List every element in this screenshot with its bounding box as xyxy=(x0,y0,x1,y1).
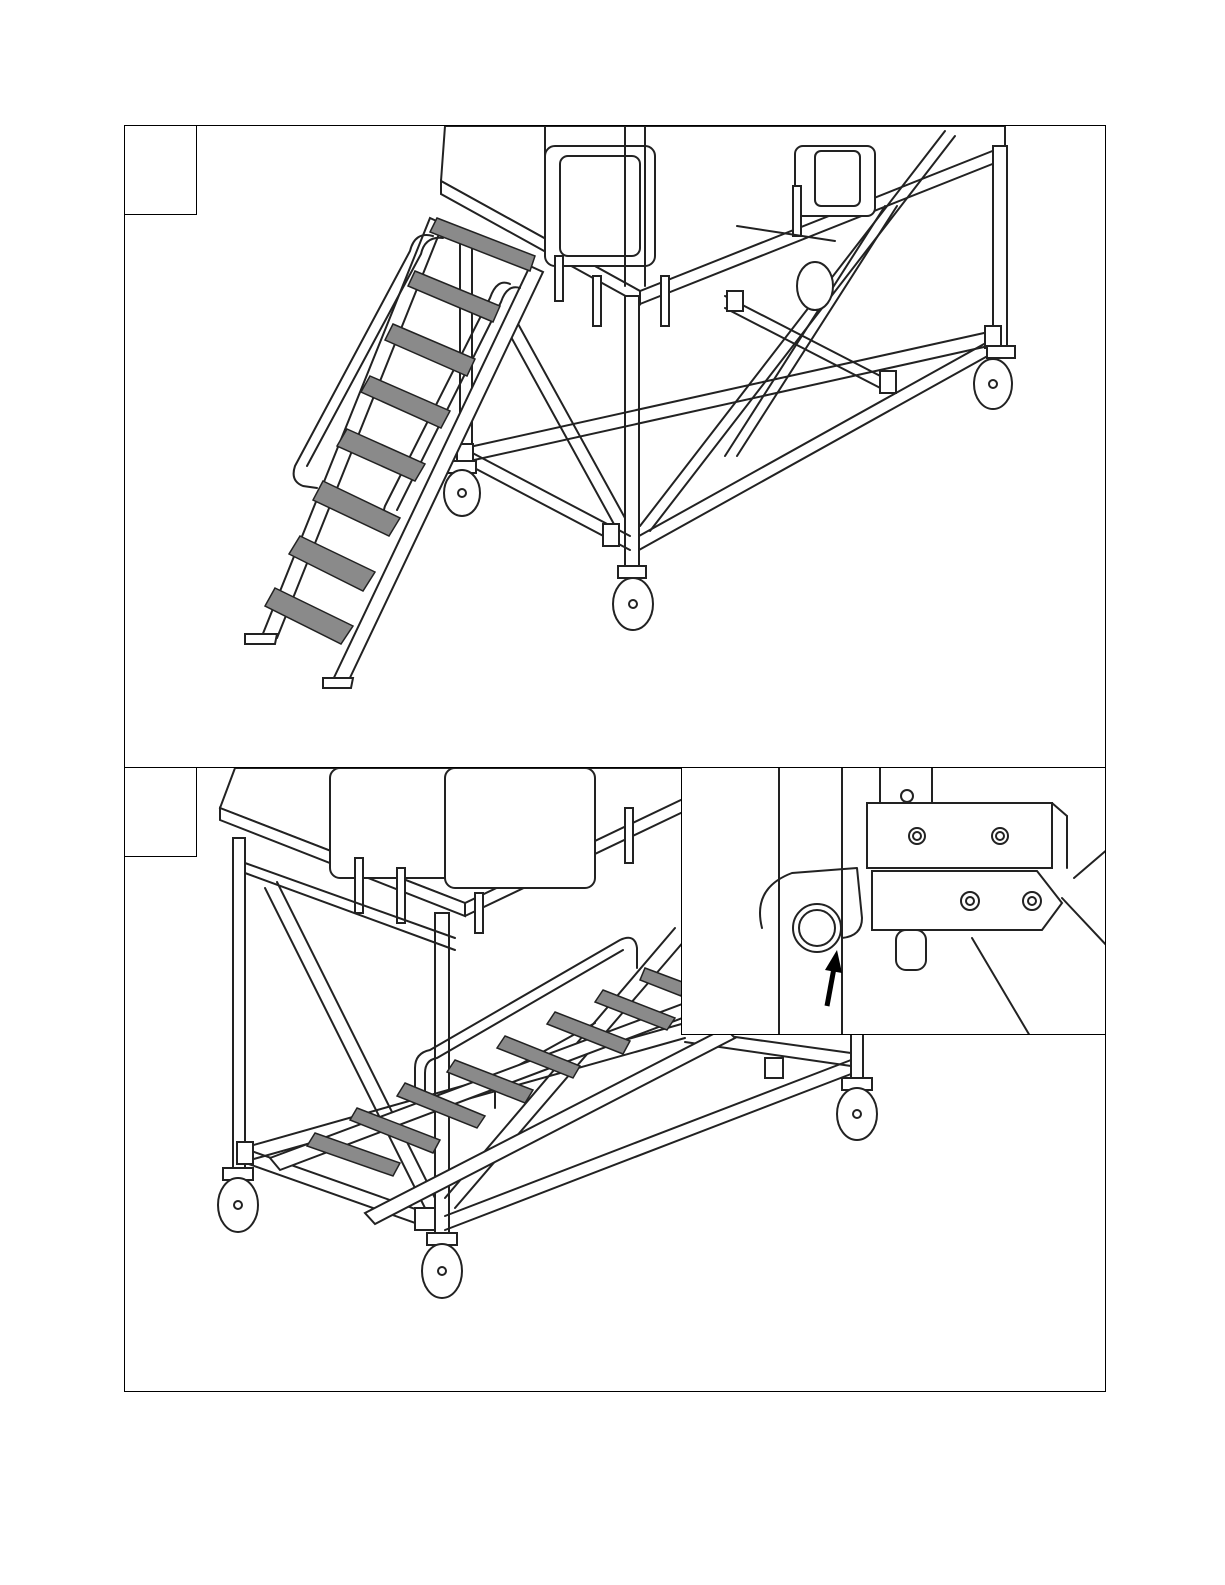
caster-wheels xyxy=(444,262,1015,630)
caster-clamp-detail xyxy=(682,768,1106,1035)
arrow-up-icon xyxy=(825,950,842,1006)
step-panel-1 xyxy=(124,125,1106,768)
step-panel-2 xyxy=(124,767,1106,1392)
stairway xyxy=(245,218,543,688)
illustration-attach-stairs xyxy=(125,126,1106,768)
detail-inset xyxy=(681,767,1106,1035)
stored-stairway xyxy=(270,938,735,1224)
